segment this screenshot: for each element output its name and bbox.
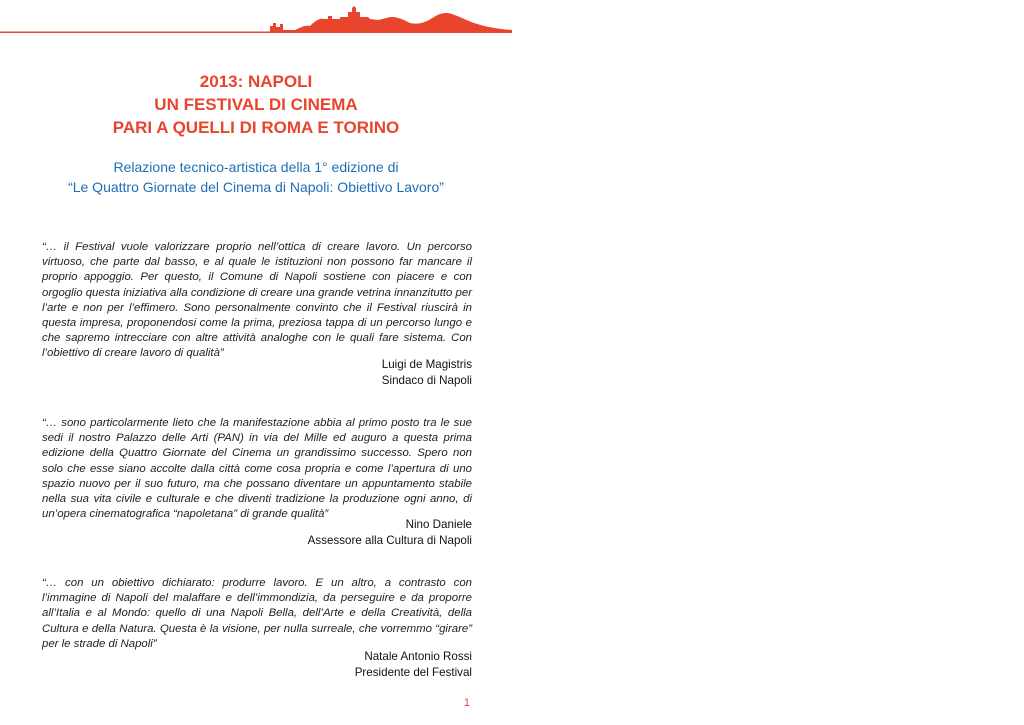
quote-text: “… con un obiettivo dichiarato: produrre lavoro. E un altro, a contrasto con l’immagine di Napoli del malaffare e dell’immondizia, da perseguire e da proporre all’Italia e al Mondo: quello di una Napoli Bella, dell’Arte e della Creatività, della Cultura e della Natura. Questa è la visione, per nulla surreale, che vorremmo “girare” per le strade di Napoli”	[42, 577, 472, 650]
title-line: UN FESTIVAL DI CINEMA	[154, 95, 358, 114]
signature-role: Assessore alla Cultura di Napoli	[307, 533, 472, 547]
quote-signature	[42, 357, 472, 388]
signature-name: Natale Antonio Rossi	[364, 650, 472, 663]
title-line: PARI A QUELLI DI ROMA E TORINO	[112, 118, 400, 137]
signature-name: Nino Daniele	[405, 518, 472, 531]
subtitle-line: “Le Quattro Giornate del Cinema di Napoli: Obiettivo Lavoro”	[68, 179, 444, 195]
subtitle	[0, 157, 512, 197]
quote-text: “… il Festival vuole valorizzare proprio nell’ottica di creare lavoro. Un percorso virtuoso, che parte dal basso, e al quale le istituzioni non possono far mancare il proprio appoggio. Per questo, il Comune di Napoli sostiene con piacere e con orgoglio questa iniziativa alla condizione di creare una grande vetrina innanzitutto per l’arte e non per l’effimero. Sono personalmente convinto che il Festival riuscirà in questa impresa, proponendosi come la prima, preziosa tappa di un percorso lungo e che sapremo intrecciare con altre attività analoghe con le quali fare sistema. Con l’obiettivo di creare lavoro di qualità”	[42, 241, 472, 360]
signature-name: Luigi de Magistris	[381, 358, 472, 371]
signature-role: Presidente del Festival	[354, 665, 472, 679]
main-title	[0, 70, 512, 139]
title-line: 2013: NAPOLI	[199, 72, 313, 91]
naples-skyline-logo	[0, 6, 512, 36]
page-number: 1	[463, 697, 470, 709]
quote-text: “… sono particolarmente lieto che la manifestazione abbia al primo posto tra le sue sedi il nostro Palazzo delle Arti (PAN) in via del Mille ed auguro a questa prima edizione della Quattro Giornate del Cinema un grandissimo successo. Spero non solo che esse siano accolte dalla città come cosa propria e come l’apertura di uno spazio nuovo per il suo futuro, ma che possano diventare un appuntamento stabile nella sua vita civile e culturale e che diventi tradizione la produzione ogni anno, di un’opera cinematografica “napoletana” di grande qualità”	[42, 417, 472, 521]
signature-role: Sindaco di Napoli	[381, 373, 472, 387]
quote-signature	[42, 649, 472, 680]
quote-signature	[42, 517, 472, 548]
subtitle-line: Relazione tecnico-artistica della 1° edizione di	[113, 159, 399, 175]
